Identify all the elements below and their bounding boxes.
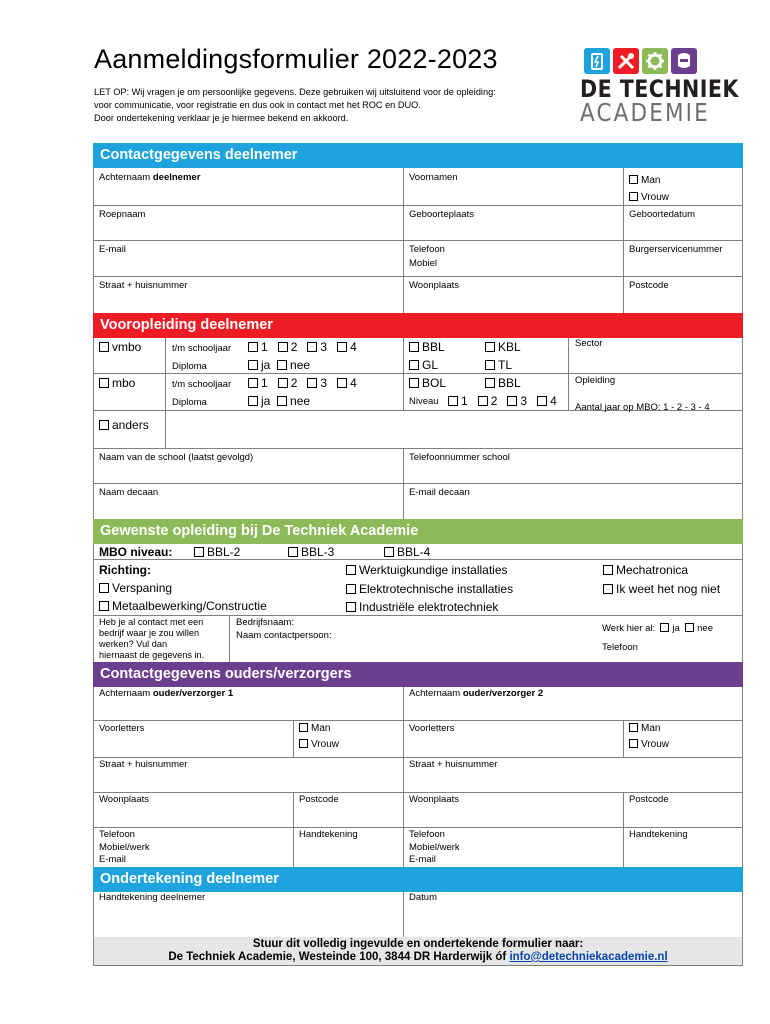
- checkbox-icon: [603, 584, 613, 594]
- privacy-notice: [94, 86, 574, 125]
- submission-footer: [94, 937, 742, 965]
- option-label: 3: [520, 394, 528, 408]
- checkbox-icon: [629, 723, 638, 732]
- achternaam-label: Achternaam: [99, 172, 151, 183]
- label: Telefoon: [99, 829, 135, 840]
- mechatronica-checkbox[interactable]: [603, 563, 688, 577]
- tools-icon: [613, 48, 639, 74]
- question-line: werken? Vul dan: [99, 639, 168, 649]
- notice-line: LET OP: Wij vragen je om persoonlijke gegevens. Deze gebruiken wij uitsluitend voor de opleiding:: [94, 87, 496, 97]
- postcode-ov2-field[interactable]: Postcode: [629, 794, 669, 805]
- niveau-label: Niveau: [409, 396, 439, 407]
- mbo-checkbox[interactable]: [99, 376, 135, 390]
- elektro-checkbox[interactable]: [346, 582, 513, 596]
- checkbox-icon[interactable]: [448, 396, 458, 406]
- label-bold: ouder/verzorger 1: [152, 688, 234, 699]
- checkbox-icon: [346, 565, 356, 575]
- checkbox-icon: [346, 584, 356, 594]
- handtekening-deelnemer-field[interactable]: Handtekening deelnemer: [99, 892, 206, 903]
- bbl-checkbox[interactable]: [409, 340, 445, 354]
- checkbox-label: TL: [498, 358, 513, 372]
- label-bold: ouder/verzorger 2: [462, 688, 544, 699]
- page-title: Aanmeldingsformulier 2022-2023: [94, 44, 498, 74]
- checkbox-icon: [384, 547, 394, 557]
- logo-text: ACADEMIE: [580, 98, 710, 127]
- werkt-hier-label: Werk hier al:: [602, 623, 656, 634]
- checkbox-label: Verspaning: [112, 581, 173, 595]
- ov2-vrouw-checkbox[interactable]: [629, 739, 669, 751]
- electric-plug-icon: [584, 48, 610, 74]
- ov1-man-checkbox[interactable]: [299, 723, 330, 735]
- checkbox-label: BOL: [422, 376, 447, 390]
- section-header-contact: Contactgegevens deelnemer: [93, 143, 743, 168]
- gender-vrouw-checkbox[interactable]: [629, 192, 669, 204]
- checkbox-icon: [299, 723, 308, 732]
- mbo-diploma-options[interactable]: [248, 394, 310, 408]
- checkbox-label: Vrouw: [311, 739, 339, 750]
- richting-label: Richting:: [99, 563, 151, 577]
- checkbox-icon[interactable]: [277, 396, 287, 406]
- option-label: 2: [290, 340, 298, 354]
- section-header-vooropleiding: Vooropleiding deelnemer: [93, 313, 743, 338]
- mbo-niveau-label: MBO niveau:: [99, 545, 173, 559]
- techniek-academie-logo: [580, 48, 739, 134]
- checkbox-label: BBL: [422, 340, 445, 354]
- aantal-jaar-label: Aantal jaar op MBO: 1 - 2 - 3 - 4: [575, 402, 710, 413]
- checkbox-label: mbo: [112, 376, 136, 390]
- checkbox-label: Elektrotechnische installaties: [359, 582, 514, 596]
- voorletters-ov2-field[interactable]: Voorletters: [409, 723, 455, 734]
- checkbox-icon: [99, 601, 109, 611]
- checkbox-icon[interactable]: [307, 378, 317, 388]
- option-label: 3: [320, 376, 328, 390]
- checkbox-label: Vrouw: [641, 192, 669, 203]
- checkbox-label: BBL: [498, 376, 521, 390]
- niveau-options[interactable]: [448, 394, 557, 408]
- contactpersoon-field[interactable]: Naam contactpersoon:: [236, 630, 332, 641]
- checkbox-label: Ik weet het nog niet: [616, 582, 721, 596]
- checkbox-label: GL: [422, 358, 439, 372]
- option-label: nee: [290, 358, 311, 372]
- tl-checkbox[interactable]: [485, 358, 512, 372]
- option-label: 1: [461, 394, 468, 408]
- datum-field[interactable]: Datum: [409, 892, 437, 903]
- checkbox-label: Vrouw: [641, 739, 669, 750]
- option-label: 1: [261, 376, 268, 390]
- checkbox-icon: [629, 175, 638, 184]
- postcode-ov1-field[interactable]: Postcode: [299, 794, 339, 805]
- checkbox-icon: [629, 739, 638, 748]
- label: E-mail: [99, 854, 126, 865]
- checkbox-icon: [409, 378, 419, 388]
- checkbox-label: Werktuigkundige installaties: [359, 563, 508, 577]
- section-header-gewenste-opleiding: Gewenste opleiding bij De Techniek Academie: [93, 519, 743, 544]
- option-label: 3: [320, 340, 328, 354]
- option-label: nee: [697, 623, 713, 634]
- question-line: Heb je al contact met een: [99, 617, 204, 627]
- diploma-label: Diploma: [172, 361, 207, 372]
- email-decaan-field[interactable]: E-mail decaan: [409, 487, 470, 498]
- footer-line: Stuur dit volledig ingevulde en ondertekende formulier naar:: [252, 938, 584, 950]
- checkbox-icon: [299, 739, 308, 748]
- option-label: 2: [490, 394, 498, 408]
- achternaam-ov2-field[interactable]: [409, 688, 543, 700]
- ov1-vrouw-checkbox[interactable]: [299, 739, 339, 751]
- logo-text: DE TECHNIEK: [580, 75, 739, 103]
- achternaam-label-bold: deelnemer: [152, 172, 201, 183]
- anders-checkbox[interactable]: [99, 418, 149, 432]
- checkbox-icon: [99, 342, 109, 352]
- bsn-field[interactable]: Burgerservicenummer: [629, 244, 723, 255]
- label: Mobiel/werk: [99, 841, 150, 853]
- email-link[interactable]: info@detechniekacademie.nl: [509, 951, 668, 963]
- checkbox-label: BBL-2: [207, 545, 241, 559]
- checkbox-icon[interactable]: [277, 360, 287, 370]
- checkbox-icon[interactable]: [278, 378, 288, 388]
- checkbox-icon[interactable]: [337, 342, 347, 352]
- checkbox-icon: [99, 378, 109, 388]
- bol-checkbox[interactable]: [409, 376, 446, 390]
- werkt-hier-field[interactable]: [602, 623, 713, 635]
- geboorteplaats-field[interactable]: Geboorteplaats: [409, 209, 474, 220]
- straat-ov2-field[interactable]: Straat + huisnummer: [409, 759, 498, 770]
- tel-school-field[interactable]: Telefoonnummer school: [409, 452, 510, 463]
- industrie-checkbox[interactable]: [346, 600, 498, 614]
- straat-ov1-field[interactable]: Straat + huisnummer: [99, 759, 188, 770]
- checkbox-label: anders: [112, 418, 149, 432]
- option-label: ja: [261, 358, 271, 372]
- option-label: 4: [550, 394, 557, 408]
- naam-decaan-field[interactable]: Naam decaan: [99, 487, 159, 498]
- checkbox-label: Industriële elektrotechniek: [359, 600, 499, 614]
- weet-niet-checkbox[interactable]: [603, 582, 720, 596]
- telefoon-field[interactable]: [409, 244, 445, 270]
- woonplaats-field[interactable]: Woonplaats: [409, 280, 459, 291]
- naam-school-field[interactable]: Naam van de school (laatst gevolgd): [99, 452, 254, 463]
- handtekening-ov1-field[interactable]: Handtekening: [299, 829, 358, 840]
- checkbox-label: Metaalbewerking/Constructie: [112, 599, 267, 613]
- checkbox-icon: [485, 378, 495, 388]
- checkbox-label: KBL: [498, 340, 521, 354]
- checkbox-icon: [485, 342, 495, 352]
- telefoon-ov2-field[interactable]: [409, 829, 460, 867]
- bbl3-checkbox[interactable]: [288, 545, 334, 559]
- question-line: hiernaast de gegevens in.: [99, 650, 205, 660]
- checkbox-icon[interactable]: [337, 378, 347, 388]
- checkbox-icon[interactable]: [685, 623, 694, 632]
- vmbo-checkbox[interactable]: [99, 340, 141, 354]
- checkbox-icon: [485, 360, 495, 370]
- ov2-man-checkbox[interactable]: [629, 723, 660, 735]
- woonplaats-ov1-field[interactable]: Woonplaats: [99, 794, 149, 805]
- checkbox-icon: [346, 602, 356, 612]
- checkbox-icon: [194, 547, 204, 557]
- straat-field[interactable]: Straat + huisnummer: [99, 280, 188, 291]
- option-label: 1: [261, 340, 268, 354]
- gender-man-checkbox[interactable]: [629, 175, 660, 187]
- welding-mask-icon: [671, 48, 697, 74]
- notice-line: Door ondertekening verklaar je je hiermee bekend en akkoord.: [94, 113, 349, 123]
- werktuig-checkbox[interactable]: [346, 563, 508, 577]
- mobiel-label: Mobiel: [409, 258, 437, 269]
- bbl4-checkbox[interactable]: [384, 545, 430, 559]
- opleiding-field[interactable]: Opleiding: [575, 375, 616, 386]
- mbo-year-options[interactable]: [248, 376, 357, 390]
- tm-schooljaar-label: t/m schooljaar: [172, 343, 232, 354]
- checkbox-icon[interactable]: [537, 396, 547, 406]
- bbl2-checkbox[interactable]: [194, 545, 240, 559]
- voornamen-field[interactable]: Voornamen: [409, 172, 458, 183]
- checkbox-icon[interactable]: [278, 342, 288, 352]
- checkbox-icon: [99, 583, 109, 593]
- checkbox-label: Mechatronica: [616, 563, 689, 577]
- checkbox-icon[interactable]: [248, 378, 258, 388]
- section-header-ondertekening: Ondertekening deelnemer: [93, 867, 743, 892]
- checkbox-icon[interactable]: [248, 396, 258, 406]
- diploma-label: Diploma: [172, 397, 207, 408]
- vmbo-diploma-options[interactable]: [248, 358, 310, 372]
- checkbox-icon[interactable]: [478, 396, 488, 406]
- label: Achternaam: [99, 688, 151, 699]
- option-label: ja: [261, 394, 271, 408]
- label: Achternaam: [409, 688, 461, 699]
- gl-checkbox[interactable]: [409, 358, 438, 372]
- checkbox-icon: [603, 565, 613, 575]
- label: Mobiel/werk: [409, 841, 460, 853]
- option-label: ja: [672, 623, 680, 634]
- checkbox-icon: [629, 192, 638, 201]
- achternaam-field[interactable]: [99, 172, 200, 184]
- checkbox-label: Man: [311, 723, 331, 734]
- postcode-field[interactable]: Postcode: [629, 280, 669, 291]
- checkbox-icon[interactable]: [660, 623, 669, 632]
- option-label: 4: [350, 340, 357, 354]
- checkbox-icon: [409, 342, 419, 352]
- checkbox-icon: [288, 547, 298, 557]
- metaal-checkbox[interactable]: [99, 599, 267, 613]
- geboortedatum-field[interactable]: Geboortedatum: [629, 209, 696, 220]
- woonplaats-ov2-field[interactable]: Woonplaats: [409, 794, 459, 805]
- handtekening-ov2-field[interactable]: Handtekening: [629, 829, 688, 840]
- option-label: nee: [290, 394, 311, 408]
- section-header-ouders: Contactgegevens ouders/verzorgers: [93, 662, 743, 687]
- checkbox-icon[interactable]: [248, 342, 258, 352]
- contact-question: [99, 617, 204, 661]
- label: Telefoon: [409, 829, 445, 840]
- notice-line: voor communicatie, voor registratie en dus ook in contact met het ROC en DUO.: [94, 100, 421, 110]
- checkbox-icon[interactable]: [248, 360, 258, 370]
- checkbox-label: BBL-3: [301, 545, 335, 559]
- option-label: 2: [290, 376, 298, 390]
- verspaning-checkbox[interactable]: [99, 581, 172, 595]
- checkbox-icon: [409, 360, 419, 370]
- vmbo-year-options[interactable]: [248, 340, 357, 354]
- checkbox-label: Man: [641, 175, 661, 186]
- footer-address: De Techniek Academie, Westeinde 100, 3844 DR Harderwijk óf: [168, 951, 507, 963]
- kbl-checkbox[interactable]: [485, 340, 521, 354]
- telefoon-label: Telefoon: [409, 244, 445, 255]
- bbl-mbo-checkbox[interactable]: [485, 376, 521, 390]
- voorletters-ov1-field[interactable]: Voorletters: [99, 723, 145, 734]
- gear-icon: [642, 48, 668, 74]
- checkbox-icon[interactable]: [307, 342, 317, 352]
- roepnaam-field[interactable]: Roepnaam: [99, 209, 146, 220]
- question-line: bedrijf waar je zou willen: [99, 628, 200, 638]
- footer-line: [94, 951, 742, 964]
- option-label: 4: [350, 376, 357, 390]
- checkbox-icon: [99, 420, 109, 430]
- bedrijfsnaam-field[interactable]: Bedrijfsnaam:: [236, 617, 295, 628]
- checkbox-icon[interactable]: [507, 396, 517, 406]
- checkbox-label: Man: [641, 723, 661, 734]
- achternaam-ov1-field[interactable]: [99, 688, 233, 700]
- sector-field[interactable]: Sector: [575, 338, 603, 349]
- tm-schooljaar-label: t/m schooljaar: [172, 379, 232, 390]
- label: E-mail: [409, 854, 436, 865]
- checkbox-label: BBL-4: [397, 545, 431, 559]
- bedrijf-telefoon-field[interactable]: Telefoon: [602, 642, 638, 653]
- telefoon-ov1-field[interactable]: [99, 829, 150, 867]
- checkbox-label: vmbo: [112, 340, 142, 354]
- email-field[interactable]: E-mail: [99, 244, 126, 255]
